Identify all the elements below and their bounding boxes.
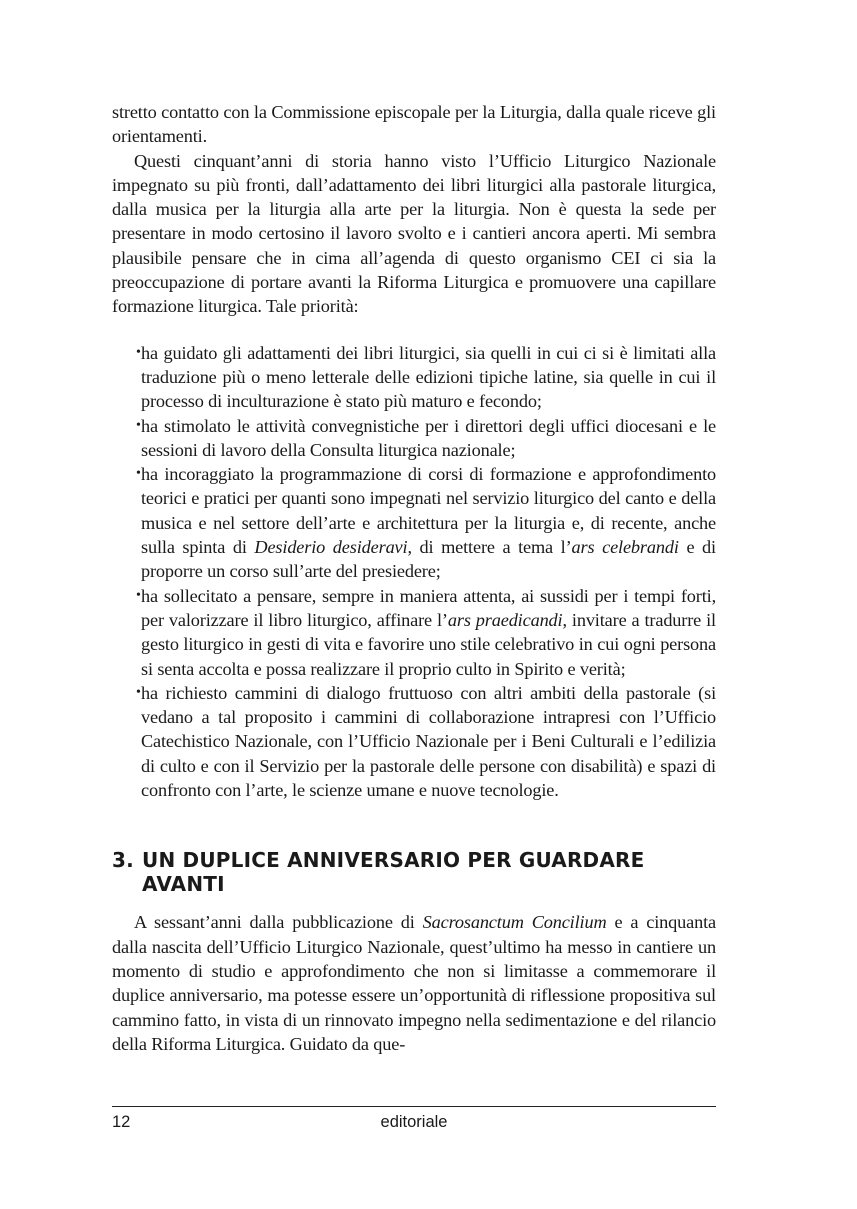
list-item-text [141, 586, 716, 679]
bullet-icon: • [136, 684, 141, 700]
page-number: 12 [112, 1113, 131, 1131]
italic-term: ars celebrandi [571, 537, 679, 558]
bullet-icon: • [136, 344, 141, 360]
paragraph-continuation: stretto contatto con la Commissione episcopale per la Liturgia, dalla quale riceve gli orientamenti. [112, 102, 716, 147]
list-item [112, 414, 716, 463]
list-item-text: ha stimolato le attività convegnistiche per i direttori degli uffici diocesani e le sessioni di lavoro della Consulta liturgica nazionale; [141, 415, 716, 460]
paragraph-fifty-years: Questi cinquant’anni di storia hanno visto l’Ufficio Liturgico Nazionale impegnato su più fronti, dall’adattamento dei libri liturgici alla pastorale liturgica, dalla musica per la liturgia alla arte per la liturgia. Non è questa la sede per presentare in modo certosino il lavoro svolto e i cantieri ancora aperti. Mi sembra plausibile pensare che in cima all’agenda di questo organismo CEI ci sia la preoccupazione di portare avanti la Riforma Liturgica e promuovere una capillare formazione liturgica. Tale priorità: [112, 150, 716, 317]
priority-list [112, 341, 716, 803]
running-title: editoriale [380, 1113, 448, 1131]
text-run: e a cinquanta dalla nascita dell’Ufficio Liturgico Nazionale, quest’ultimo ha messo in cantiere un momento di studio e approfondimento che non si limitasse a commemorare il duplice anniversario, ma potesse essere un’opportunità di riflessione propositiva sul cammino fatto, in vista di un rinnovato impegno nella sedimentazione e del rilancio della Riforma Liturgica. Guidato da que- [112, 912, 717, 1054]
italic-term: ars praedicandi [447, 609, 563, 630]
text-run: A sessant’anni dalla pubblicazione di [134, 912, 423, 933]
list-item-text [141, 464, 716, 581]
text-run: ha incoraggiato la programmazione di corsi di formazione e approfondimento teorici e pratici per quanti sono impegnati nel servizio liturgico del canto e della musica e nel settore dell’arte e architettura per la liturgia e, di recente, anche sulla spinta di [141, 464, 716, 558]
italic-title: Sacrosanctum Concilium [422, 912, 607, 933]
list-item [112, 341, 716, 414]
page-footer [112, 1106, 716, 1131]
section-number: 3. [112, 848, 134, 873]
text-run: e di proporre un corso sull’arte del presiedere; [141, 537, 716, 582]
list-item [112, 681, 716, 802]
section-heading [112, 848, 716, 896]
italic-title: Desiderio desideravi [254, 537, 408, 558]
section-body [112, 910, 716, 1056]
list-item-text: ha guidato gli adattamenti dei libri liturgici, sia quelli in cui ci si è limitati alla traduzione più o meno letterale delle edizioni tipiche latine, sia quelle in cui il processo di inculturazione è stato più maturo e fecondo; [141, 342, 716, 412]
text-run: , di mettere a tema l’ [407, 537, 572, 558]
text-run: , invitare a tradurre il gesto liturgico in gesti di vita e favorire uno stile celebrativo in cui ogni persona si senta accolta e possa realizzare il proprio culto in Spirito e verità; [141, 609, 716, 679]
bullet-icon: • [136, 466, 141, 482]
text-run: ha sollecitato a pensare, sempre in maniera attenta, ai sussidi per i tempi forti, per valorizzare il libro liturgico, affinare l’ [141, 585, 716, 630]
list-item-text: ha richiesto cammini di dialogo fruttuoso con altri ambiti della pastorale (si vedano a tal proposito i cammini di collaborazione intrapresi con l’Ufficio Catechistico Nazionale, con l’Ufficio Nazionale per i Beni Culturali e l’edilizia di culto e con il Servizio per la pastorale delle persone con disabilità) e spazi di confronto con l’arte, le scienze umane e nuove tecnologie. [141, 682, 716, 801]
list-item [112, 584, 716, 681]
page-body [112, 100, 716, 1056]
bullet-icon: • [136, 587, 141, 603]
paragraph-anniversary [112, 910, 716, 1056]
section-title: UN DUPLICE ANNIVERSARIO PER GUARDARE AVANTI [142, 848, 645, 897]
list-item [112, 462, 716, 583]
bullet-icon: • [136, 417, 141, 433]
